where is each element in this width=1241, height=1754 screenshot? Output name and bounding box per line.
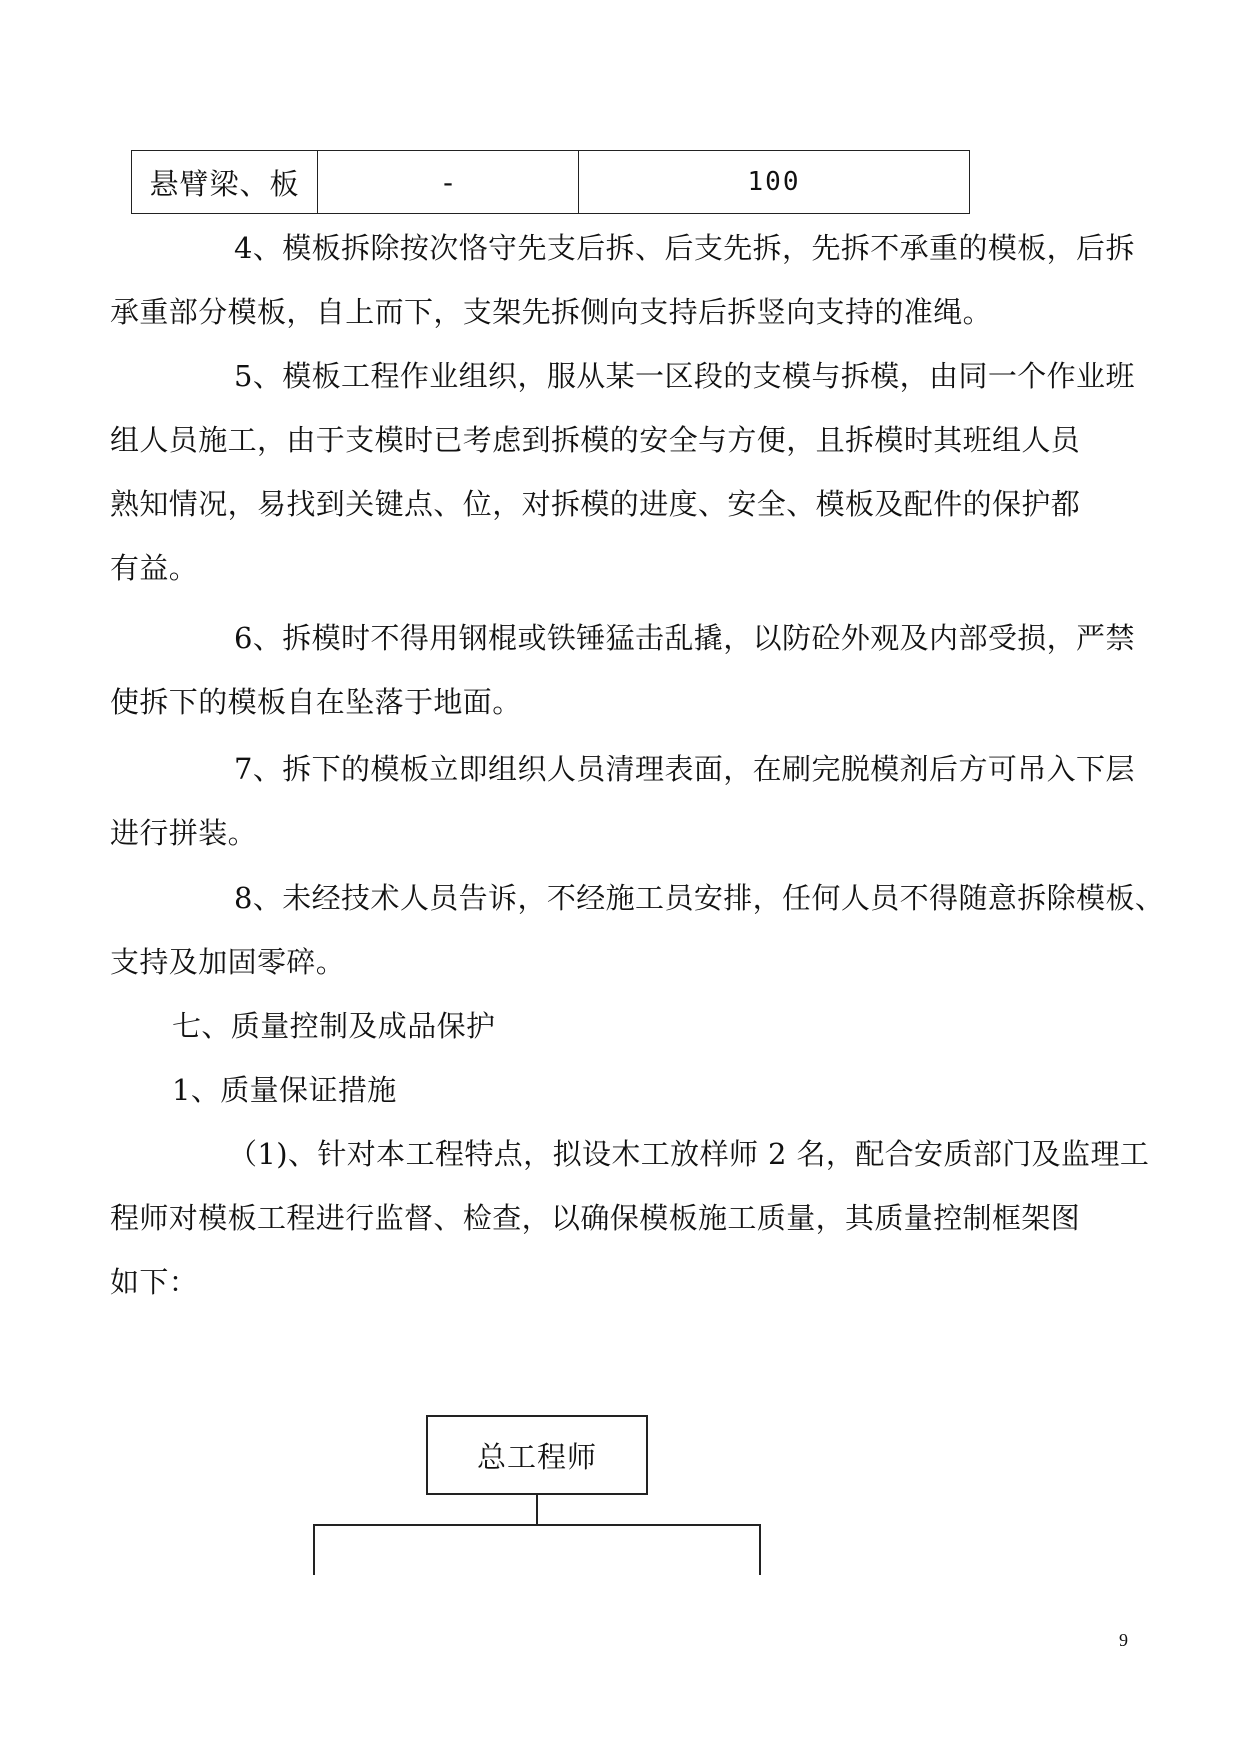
- paragraph-line: 8、未经技术人员告诉，不经施工员安排，任何人员不得随意拆除模板、: [234, 881, 1165, 915]
- page-number: 9: [1119, 1630, 1128, 1650]
- paragraph-line: 使拆下的模板自在坠落于地面。: [110, 685, 522, 719]
- paragraph-line: 7、拆下的模板立即组织人员清理表面，在刷完脱模剂后方可吊入下层: [234, 752, 1135, 786]
- table-cell-component: 悬臂梁、板: [132, 151, 318, 214]
- paragraph-line: 如下：: [110, 1265, 199, 1299]
- paragraph-line: 支持及加固零碎。: [110, 945, 346, 979]
- paragraph-line: （1)、针对本工程特点，拟设木工放样师 2 名，配合安质部门及监理工: [228, 1137, 1150, 1171]
- paragraph-line: 承重部分模板，自上而下，支架先拆侧向支持后拆竖向支持的准绳。: [110, 295, 993, 329]
- paragraph-line: 进行拼装。: [110, 816, 258, 850]
- paragraph-line: 程师对模板工程进行监督、检查，以确保模板施工质量，其质量控制框架图: [110, 1201, 1081, 1235]
- paragraph-line: 熟知情况，易找到关键点、位，对拆模的进度、安全、模板及配件的保护都: [110, 487, 1081, 521]
- sub-heading: 1、质量保证措施: [172, 1073, 397, 1107]
- paragraph-line: 组人员施工，由于支模时已考虑到拆模的安全与方便，且拆模时其班组人员: [110, 423, 1081, 457]
- org-node-chief-engineer: 总工程师: [426, 1415, 648, 1495]
- paragraph-line: 5、模板工程作业组织，服从某一区段的支模与拆模，由同一个作业班: [234, 359, 1135, 393]
- paragraph-line: 4、模板拆除按次恪守先支后拆、后支先拆，先拆不承重的模板，后拆: [234, 231, 1135, 265]
- table-cell-span: -: [318, 151, 579, 214]
- table-cell-percent: 100: [579, 151, 970, 214]
- paragraph-line: 6、拆模时不得用钢棍或铁锤猛击乱撬，以防砼外观及内部受损，严禁: [234, 621, 1135, 655]
- section-heading: 七、质量控制及成品保护: [172, 1009, 496, 1043]
- paragraph-line: 有益。: [110, 551, 199, 585]
